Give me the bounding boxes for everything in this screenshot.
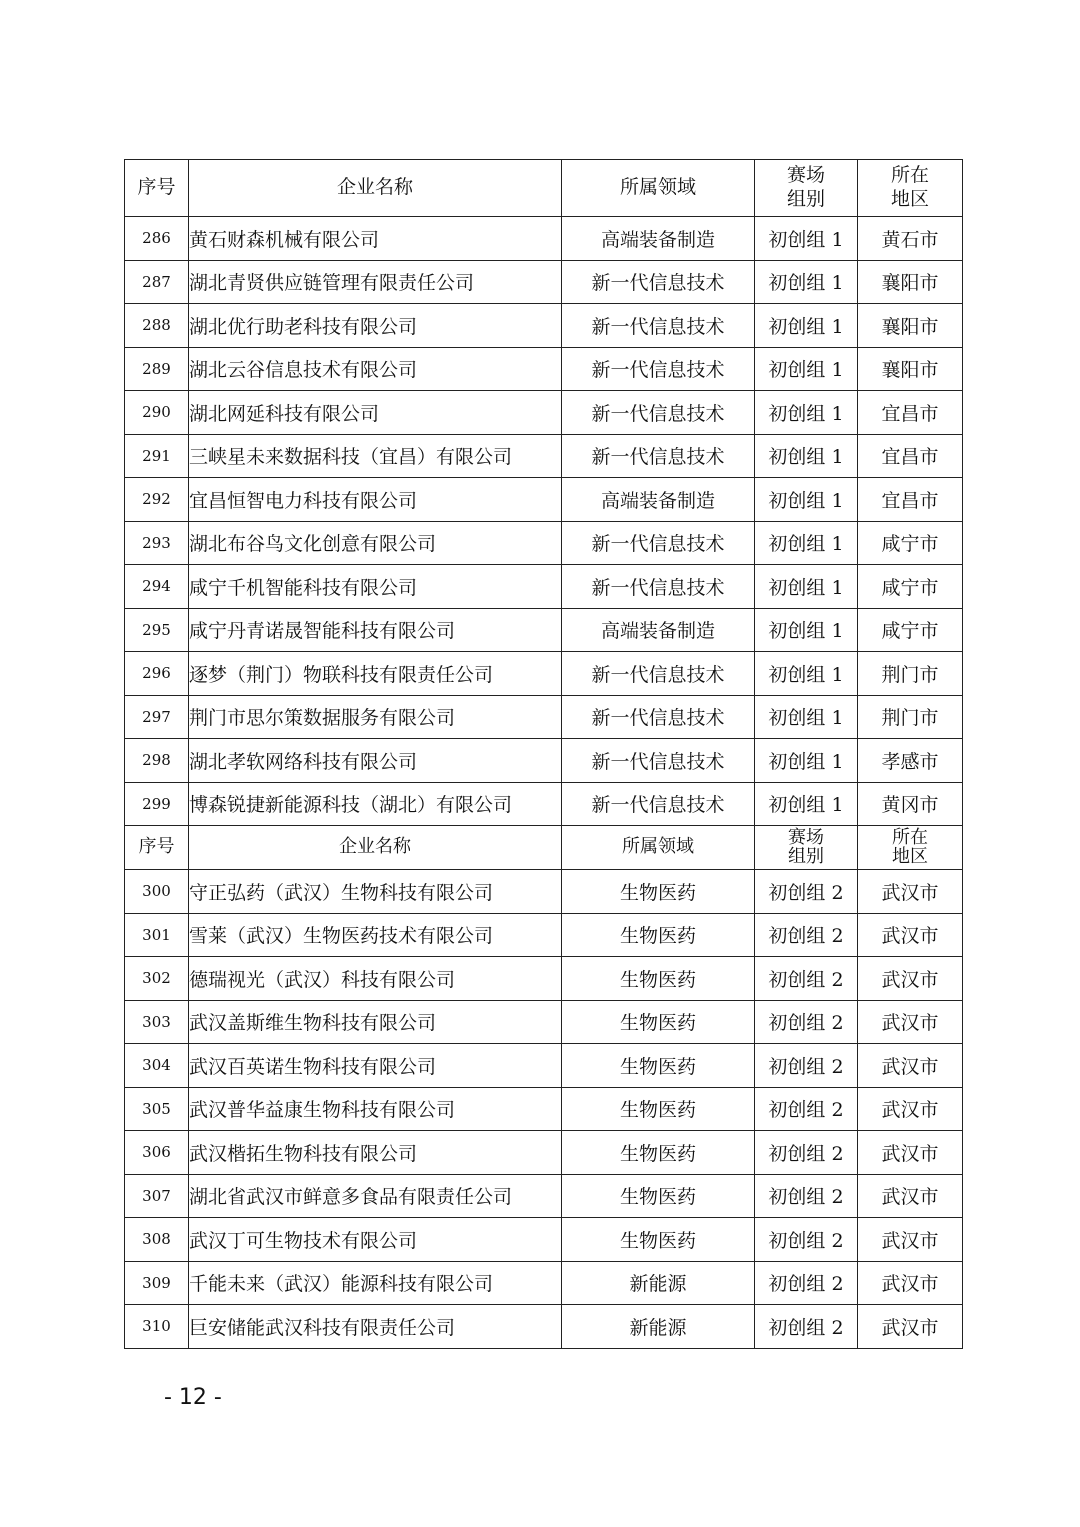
- header-group: 赛场 组别: [755, 160, 858, 217]
- cell-city: 武汉市: [858, 1000, 963, 1044]
- cell-group: 初创组 1: [755, 478, 858, 522]
- cell-city: 襄阳市: [858, 304, 963, 348]
- table-row: [125, 565, 963, 609]
- cell-field: 高端装备制造: [562, 217, 755, 261]
- cell-group: 初创组 2: [755, 1044, 858, 1088]
- cell-no: 303: [125, 1000, 189, 1044]
- cell-no: 309: [125, 1261, 189, 1305]
- cell-field: 新一代信息技术: [562, 260, 755, 304]
- table-row: [125, 739, 963, 783]
- cell-company-name: 博森锐捷新能源科技（湖北）有限公司: [189, 782, 562, 826]
- cell-company-name: 咸宁千机智能科技有限公司: [189, 565, 562, 609]
- table-row: [125, 608, 963, 652]
- cell-field: 新一代信息技术: [562, 391, 755, 435]
- header-field: 所属领域: [562, 826, 755, 870]
- cell-no: 287: [125, 260, 189, 304]
- cell-company-name: 湖北省武汉市鲜意多食品有限责任公司: [189, 1174, 562, 1218]
- cell-city: 武汉市: [858, 870, 963, 914]
- cell-company-name: 巨安储能武汉科技有限责任公司: [189, 1305, 562, 1349]
- cell-city: 荆门市: [858, 695, 963, 739]
- cell-group: 初创组 2: [755, 1218, 858, 1262]
- cell-field: 新一代信息技术: [562, 739, 755, 783]
- header-group: 赛场 组别: [755, 826, 858, 870]
- table-row: [125, 1131, 963, 1175]
- header-no: 序号: [125, 160, 189, 217]
- cell-field: 生物医药: [562, 957, 755, 1001]
- table-row: [125, 217, 963, 261]
- table-row: [125, 957, 963, 1001]
- header-city: 所在 地区: [858, 160, 963, 217]
- table-section-b: [125, 870, 963, 1349]
- header-name: 企业名称: [189, 826, 562, 870]
- table-header-row-repeat: [125, 826, 963, 870]
- table-row: [125, 652, 963, 696]
- cell-field: 新一代信息技术: [562, 347, 755, 391]
- cell-field: 新能源: [562, 1261, 755, 1305]
- cell-group: 初创组 2: [755, 1087, 858, 1131]
- cell-group: 初创组 1: [755, 782, 858, 826]
- table-row: [125, 695, 963, 739]
- cell-no: 288: [125, 304, 189, 348]
- cell-no: 291: [125, 434, 189, 478]
- cell-no: 307: [125, 1174, 189, 1218]
- cell-city: 武汉市: [858, 1174, 963, 1218]
- cell-no: 293: [125, 521, 189, 565]
- cell-no: 308: [125, 1218, 189, 1262]
- cell-field: 高端装备制造: [562, 478, 755, 522]
- cell-no: 298: [125, 739, 189, 783]
- cell-field: 新一代信息技术: [562, 565, 755, 609]
- cell-city: 咸宁市: [858, 565, 963, 609]
- cell-city: 襄阳市: [858, 260, 963, 304]
- cell-field: 新一代信息技术: [562, 434, 755, 478]
- cell-city: 宜昌市: [858, 391, 963, 435]
- cell-field: 新一代信息技术: [562, 521, 755, 565]
- cell-no: 304: [125, 1044, 189, 1088]
- cell-group: 初创组 1: [755, 565, 858, 609]
- cell-no: 302: [125, 957, 189, 1001]
- cell-company-name: 武汉丁可生物技术有限公司: [189, 1218, 562, 1262]
- table-row: [125, 304, 963, 348]
- cell-field: 生物医药: [562, 1044, 755, 1088]
- cell-company-name: 黄石财森机械有限公司: [189, 217, 562, 261]
- table-section-header-repeat: [125, 826, 963, 870]
- cell-group: 初创组 2: [755, 1174, 858, 1218]
- cell-field: 新一代信息技术: [562, 782, 755, 826]
- cell-no: 286: [125, 217, 189, 261]
- cell-field: 新一代信息技术: [562, 695, 755, 739]
- cell-city: 荆门市: [858, 652, 963, 696]
- table-row: [125, 1305, 963, 1349]
- cell-field: 新一代信息技术: [562, 652, 755, 696]
- cell-company-name: 湖北孝软网络科技有限公司: [189, 739, 562, 783]
- cell-field: 新一代信息技术: [562, 304, 755, 348]
- cell-no: 296: [125, 652, 189, 696]
- cell-city: 武汉市: [858, 1218, 963, 1262]
- cell-company-name: 雪莱（武汉）生物医药技术有限公司: [189, 913, 562, 957]
- cell-city: 武汉市: [858, 1044, 963, 1088]
- cell-city: 武汉市: [858, 957, 963, 1001]
- table-row: [125, 1174, 963, 1218]
- cell-field: 生物医药: [562, 1000, 755, 1044]
- table-section-a: [125, 217, 963, 826]
- cell-group: 初创组 2: [755, 957, 858, 1001]
- cell-city: 武汉市: [858, 1305, 963, 1349]
- cell-company-name: 武汉盖斯维生物科技有限公司: [189, 1000, 562, 1044]
- cell-city: 孝感市: [858, 739, 963, 783]
- cell-no: 292: [125, 478, 189, 522]
- table-row: [125, 1218, 963, 1262]
- cell-company-name: 武汉普华益康生物科技有限公司: [189, 1087, 562, 1131]
- cell-city: 武汉市: [858, 1087, 963, 1131]
- cell-city: 咸宁市: [858, 608, 963, 652]
- cell-field: 生物医药: [562, 1218, 755, 1262]
- cell-company-name: 千能未来（武汉）能源科技有限公司: [189, 1261, 562, 1305]
- table-row: [125, 347, 963, 391]
- cell-group: 初创组 2: [755, 1000, 858, 1044]
- cell-group: 初创组 2: [755, 1261, 858, 1305]
- cell-company-name: 武汉楷拓生物科技有限公司: [189, 1131, 562, 1175]
- table-row: [125, 478, 963, 522]
- cell-city: 武汉市: [858, 913, 963, 957]
- cell-company-name: 湖北青贤供应链管理有限责任公司: [189, 260, 562, 304]
- table-row: [125, 391, 963, 435]
- cell-group: 初创组 1: [755, 391, 858, 435]
- table-row: [125, 913, 963, 957]
- header-city: 所在 地区: [858, 826, 963, 870]
- cell-field: 生物医药: [562, 1131, 755, 1175]
- cell-company-name: 湖北布谷鸟文化创意有限公司: [189, 521, 562, 565]
- cell-group: 初创组 1: [755, 521, 858, 565]
- table-row: [125, 1087, 963, 1131]
- cell-group: 初创组 1: [755, 260, 858, 304]
- table-row: [125, 1261, 963, 1305]
- cell-field: 高端装备制造: [562, 608, 755, 652]
- table-row: [125, 1044, 963, 1088]
- cell-no: 294: [125, 565, 189, 609]
- cell-company-name: 德瑞视光（武汉）科技有限公司: [189, 957, 562, 1001]
- table-row: [125, 1000, 963, 1044]
- cell-no: 300: [125, 870, 189, 914]
- cell-field: 生物医药: [562, 1087, 755, 1131]
- cell-group: 初创组 2: [755, 870, 858, 914]
- cell-no: 305: [125, 1087, 189, 1131]
- cell-city: 黄冈市: [858, 782, 963, 826]
- cell-company-name: 逐梦（荆门）物联科技有限责任公司: [189, 652, 562, 696]
- company-table-container: [124, 159, 963, 1349]
- cell-city: 武汉市: [858, 1261, 963, 1305]
- cell-group: 初创组 1: [755, 434, 858, 478]
- cell-field: 生物医药: [562, 870, 755, 914]
- cell-company-name: 荆门市思尔策数据服务有限公司: [189, 695, 562, 739]
- cell-company-name: 宜昌恒智电力科技有限公司: [189, 478, 562, 522]
- cell-city: 黄石市: [858, 217, 963, 261]
- cell-company-name: 咸宁丹青诺晟智能科技有限公司: [189, 608, 562, 652]
- cell-company-name: 武汉百英诺生物科技有限公司: [189, 1044, 562, 1088]
- cell-no: 310: [125, 1305, 189, 1349]
- header-no: 序号: [125, 826, 189, 870]
- cell-group: 初创组 2: [755, 913, 858, 957]
- table-row: [125, 260, 963, 304]
- cell-no: 290: [125, 391, 189, 435]
- cell-field: 生物医药: [562, 913, 755, 957]
- table-header-row: [125, 160, 963, 217]
- header-name: 企业名称: [189, 160, 562, 217]
- cell-no: 306: [125, 1131, 189, 1175]
- cell-company-name: 湖北优行助老科技有限公司: [189, 304, 562, 348]
- cell-city: 宜昌市: [858, 478, 963, 522]
- cell-no: 297: [125, 695, 189, 739]
- page-number: - 12 -: [164, 1385, 222, 1410]
- cell-no: 289: [125, 347, 189, 391]
- cell-group: 初创组 1: [755, 739, 858, 783]
- cell-group: 初创组 2: [755, 1305, 858, 1349]
- cell-field: 新能源: [562, 1305, 755, 1349]
- cell-company-name: 湖北网延科技有限公司: [189, 391, 562, 435]
- table-row: [125, 782, 963, 826]
- cell-city: 宜昌市: [858, 434, 963, 478]
- cell-city: 咸宁市: [858, 521, 963, 565]
- cell-company-name: 三峡星未来数据科技（宜昌）有限公司: [189, 434, 562, 478]
- cell-group: 初创组 1: [755, 304, 858, 348]
- cell-no: 299: [125, 782, 189, 826]
- cell-no: 301: [125, 913, 189, 957]
- cell-city: 武汉市: [858, 1131, 963, 1175]
- cell-group: 初创组 1: [755, 695, 858, 739]
- cell-group: 初创组 1: [755, 217, 858, 261]
- header-field: 所属领域: [562, 160, 755, 217]
- cell-group: 初创组 2: [755, 1131, 858, 1175]
- cell-company-name: 湖北云谷信息技术有限公司: [189, 347, 562, 391]
- cell-group: 初创组 1: [755, 608, 858, 652]
- table-row: [125, 434, 963, 478]
- cell-group: 初创组 1: [755, 347, 858, 391]
- cell-city: 襄阳市: [858, 347, 963, 391]
- cell-no: 295: [125, 608, 189, 652]
- table-row: [125, 521, 963, 565]
- cell-company-name: 守正弘药（武汉）生物科技有限公司: [189, 870, 562, 914]
- cell-group: 初创组 1: [755, 652, 858, 696]
- table-row: [125, 870, 963, 914]
- cell-field: 生物医药: [562, 1174, 755, 1218]
- company-table: [124, 159, 963, 1349]
